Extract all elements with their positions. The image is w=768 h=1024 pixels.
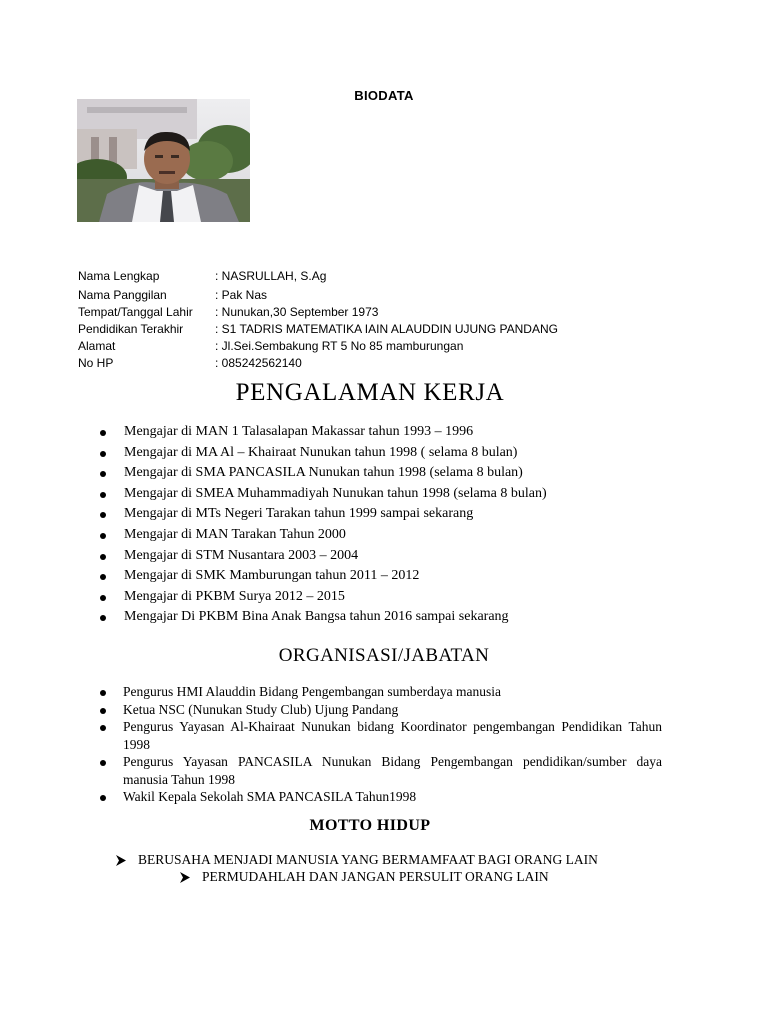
list-item-text: Mengajar di MTs Negeri Tarakan tahun 1999 sampai sekarang [124, 506, 474, 522]
bullet-icon [100, 760, 106, 766]
bio-value: : S1 TADRIS MATEMATIKA IAIN ALAUDDIN UJUNG PANDANG [215, 322, 558, 336]
bullet-icon [100, 451, 106, 457]
bio-label: No HP [78, 356, 114, 370]
bio-value: : Nunukan,30 September 1973 [215, 305, 379, 319]
list-item-text: Pengurus Yayasan PANCASILA Nunukan Bidang Pengembangan pendidikan/sumber daya manusia Tahun 1998 [123, 754, 662, 787]
bullet-icon [100, 574, 106, 580]
bullet-icon [100, 708, 106, 714]
list-item-text: Ketua NSC (Nunukan Study Club) Ujung Pandang [123, 701, 399, 717]
list-item-text: Mengajar di STM Nusantara 2003 – 2004 [124, 547, 359, 563]
bullet-icon [100, 430, 106, 436]
arrow-bullet-icon [116, 855, 126, 866]
motto-item [180, 868, 549, 885]
motto-text: PERMUDAHLAH DAN JANGAN PERSULIT ORANG LAIN [202, 869, 549, 884]
bullet-icon [100, 512, 106, 518]
bio-value: : Jl.Sei.Sembakung RT 5 No 85 mamburungan [215, 339, 464, 353]
profile-photo [77, 99, 250, 222]
bullet-icon [100, 533, 106, 539]
list-item-text: Mengajar di PKBM Surya 2012 – 2015 [124, 588, 345, 604]
list-item-text: Mengajar Di PKBM Bina Anak Bangsa tahun 2016 sampai sekarang [124, 609, 509, 625]
list-item-text: Pengurus Yayasan Al-Khairaat Nunukan bidang Koordinator pengembangan Pendidikan Tahun 1998 [123, 719, 662, 752]
bullet-icon [100, 725, 106, 731]
bio-label: Nama Panggilan [78, 288, 167, 302]
bio-label: Nama Lengkap [78, 269, 160, 283]
motto-item [116, 851, 598, 868]
bullet-icon [100, 554, 106, 560]
list-item-text: Mengajar di SMA PANCASILA Nunukan tahun 1998 (selama 8 bulan) [124, 465, 523, 481]
bullet-icon [100, 615, 106, 621]
list-item-text: Mengajar di MAN 1 Talasalapan Makassar tahun 1993 – 1996 [124, 424, 474, 439]
bio-value: : NASRULLAH, S.Ag [215, 269, 327, 283]
list-item-text: Mengajar di SMK Mamburungan tahun 2011 – 2012 [124, 568, 420, 584]
list-item-text: Pengurus HMI Alauddin Bidang Pengembangan sumberdaya manusia [123, 684, 501, 699]
bio-value: : 085242562140 [215, 356, 302, 370]
list-item [100, 683, 662, 701]
list-item [100, 718, 662, 753]
bullet-icon [100, 471, 106, 477]
arrow-bullet-icon [180, 872, 190, 883]
list-item-text: Mengajar di SMEA Muhammadiyah Nunukan tahun 1998 (selama 8 bulan) [124, 485, 547, 501]
bullet-icon [100, 595, 106, 601]
bio-label: Tempat/Tanggal Lahir [78, 305, 193, 319]
list-item-text: Wakil Kepala Sekolah SMA PANCASILA Tahun1998 [123, 789, 417, 804]
motto-text: BERUSAHA MENJADI MANUSIA YANG BERMAMFAAT BAGI ORANG LAIN [138, 852, 598, 867]
bullet-icon [100, 492, 106, 498]
list-item [100, 788, 662, 806]
motto-heading: MOTTO HIDUP [309, 817, 431, 834]
document-title: BIODATA [354, 88, 414, 103]
organization-list [100, 683, 662, 806]
list-item-text: Mengajar di MAN Tarakan Tahun 2000 [124, 526, 346, 542]
bio-label: Pendidikan Terakhir [78, 322, 184, 336]
list-item-text: Mengajar di MA Al – Khairaat Nunukan tahun 1998 ( selama 8 bulan) [124, 444, 518, 460]
experience-heading: PENGALAMAN KERJA [235, 379, 505, 406]
bullet-icon [100, 795, 106, 801]
list-item [100, 753, 662, 788]
bio-label: Alamat [78, 339, 116, 353]
organization-heading: ORGANISASI/JABATAN [278, 645, 490, 666]
list-item [100, 701, 662, 719]
bio-value: : Pak Nas [215, 288, 268, 302]
bullet-icon [100, 690, 106, 696]
